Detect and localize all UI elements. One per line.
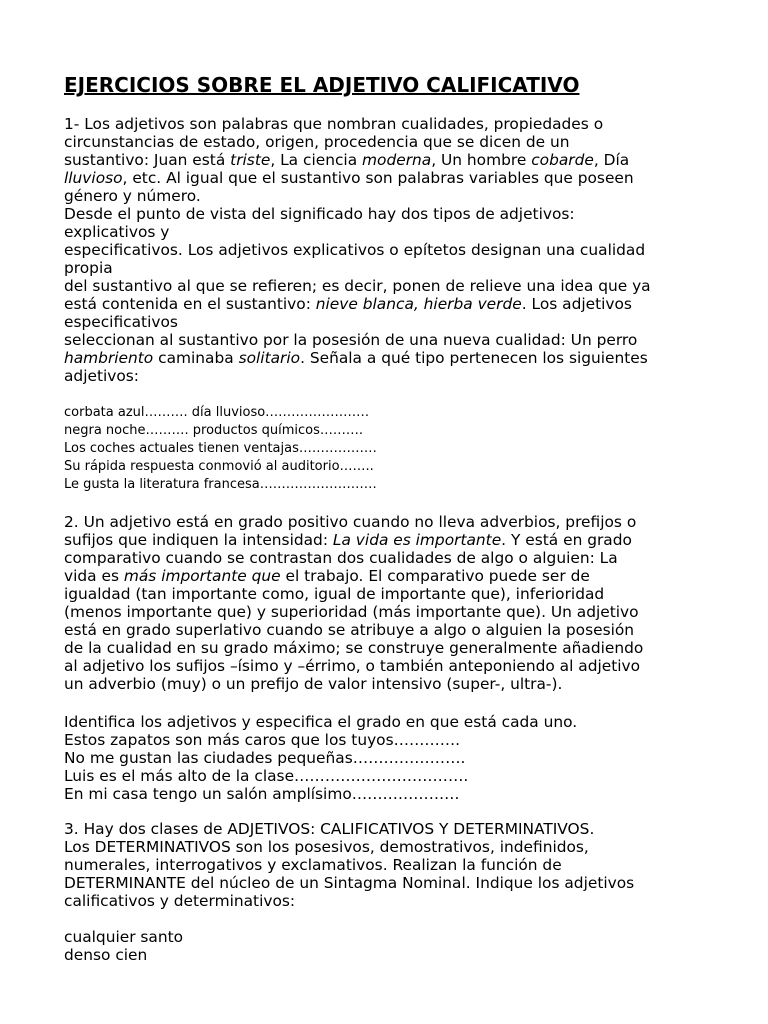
text-line: 3. Hay dos clases de ADJETIVOS: CALIFICATIVOS Y DETERMINATIVOS.	[64, 820, 595, 838]
text-line: género y número.	[64, 187, 201, 205]
text-line: sustantivo: Juan está triste, La ciencia moderna, Un hombre cobarde, Día	[64, 151, 630, 169]
text-line: adjetivos:	[64, 367, 139, 385]
text-line: 2. Un adjetivo está en grado positivo cuando no lleva adverbios, prefijos o	[64, 513, 637, 531]
section-1-paragraph	[64, 115, 744, 385]
text-line: 1- Los adjetivos son palabras que nombran cualidades, propiedades o	[64, 115, 604, 133]
document-title: EJERCICIOS SOBRE EL ADJETIVO CALIFICATIVO	[64, 73, 580, 97]
exercise-3-list	[64, 928, 744, 964]
list-item: Su rápida respuesta conmovió al auditorio……..	[64, 459, 374, 474]
text-line: calificativos y determinativos:	[64, 892, 296, 910]
section-2-paragraph	[64, 513, 744, 693]
text-line: Los DETERMINATIVOS son los posesivos, demostrativos, indefinidos,	[64, 838, 589, 856]
text-line: igualdad (tan importante como, igual de importante que), inferioridad	[64, 585, 605, 603]
text-line: especificativos. Los adjetivos explicativos o epítetos designan una cualidad	[64, 241, 646, 259]
list-item: Los coches actuales tienen ventajas………………	[64, 441, 377, 456]
text-line: está contenida en el sustantivo: nieve blanca, hierba verde. Los adjetivos	[64, 295, 632, 313]
text-line: de la cualidad en su grado máximo; se construye generalmente añadiendo	[64, 639, 644, 657]
text-line: propia	[64, 259, 113, 277]
list-item: corbata azul………. día lluvioso……………………	[64, 405, 370, 420]
text-line: un adverbio (muy) o un prefijo de valor intensivo (super-, ultra-).	[64, 675, 563, 693]
text-line: está en grado superlativo cuando se atribuye a algo o alguien la posesión	[64, 621, 635, 639]
text-line: al adjetivo los sufijos –ísimo y –érrimo, o también anteponiendo al adjetivo	[64, 657, 641, 675]
text-line: del sustantivo al que se refieren; es decir, ponen de relieve una idea que ya	[64, 277, 651, 295]
list-item: Le gusta la literatura francesa………………………	[64, 477, 377, 492]
text-line: seleccionan al sustantivo por la posesión de una nueva cualidad: Un perro	[64, 331, 638, 349]
list-item: Luis es el más alto de la clase…………………………….	[64, 767, 469, 785]
exercise-2-list	[64, 713, 744, 803]
text-line: comparativo cuando se contrastan dos cualidades de algo o alguien: La	[64, 549, 618, 567]
text-line: especificativos	[64, 313, 178, 331]
list-item: cualquier santo	[64, 928, 184, 946]
list-item: Estos zapatos son más caros que los tuyos………….	[64, 731, 461, 749]
list-item: No me gustan las ciudades pequeñas………………….	[64, 749, 466, 767]
text-line: hambriento caminaba solitario. Señala a qué tipo pertenecen los siguientes	[64, 349, 648, 367]
text-line: circunstancias de estado, origen, procedencia que se dicen de un	[64, 133, 570, 151]
list-item: En mi casa tengo un salón amplísimo…………………	[64, 785, 460, 803]
text-line: numerales, interrogativos y exclamativos. Realizan la función de	[64, 856, 562, 874]
list-item: negra noche………. productos químicos……….	[64, 423, 364, 438]
section-3-paragraph	[64, 820, 744, 910]
exercise-instruction: Identifica los adjetivos y especifica el grado en que está cada uno.	[64, 713, 578, 731]
text-line: explicativos y	[64, 223, 170, 241]
text-line: sufijos que indiquen la intensidad: La vida es importante. Y está en grado	[64, 531, 632, 549]
text-line: vida es más importante que el trabajo. El comparativo puede ser de	[64, 567, 590, 585]
text-line: lluvioso, etc. Al igual que el sustantivo son palabras variables que poseen	[64, 169, 634, 187]
text-line: Desde el punto de vista del significado hay dos tipos de adjetivos:	[64, 205, 575, 223]
exercise-1-list	[64, 404, 744, 494]
text-line: (menos importante que) y superioridad (más importante que). Un adjetivo	[64, 603, 639, 621]
text-line: DETERMINANTE del núcleo de un Sintagma Nominal. Indique los adjetivos	[64, 874, 635, 892]
list-item: denso cien	[64, 946, 148, 964]
